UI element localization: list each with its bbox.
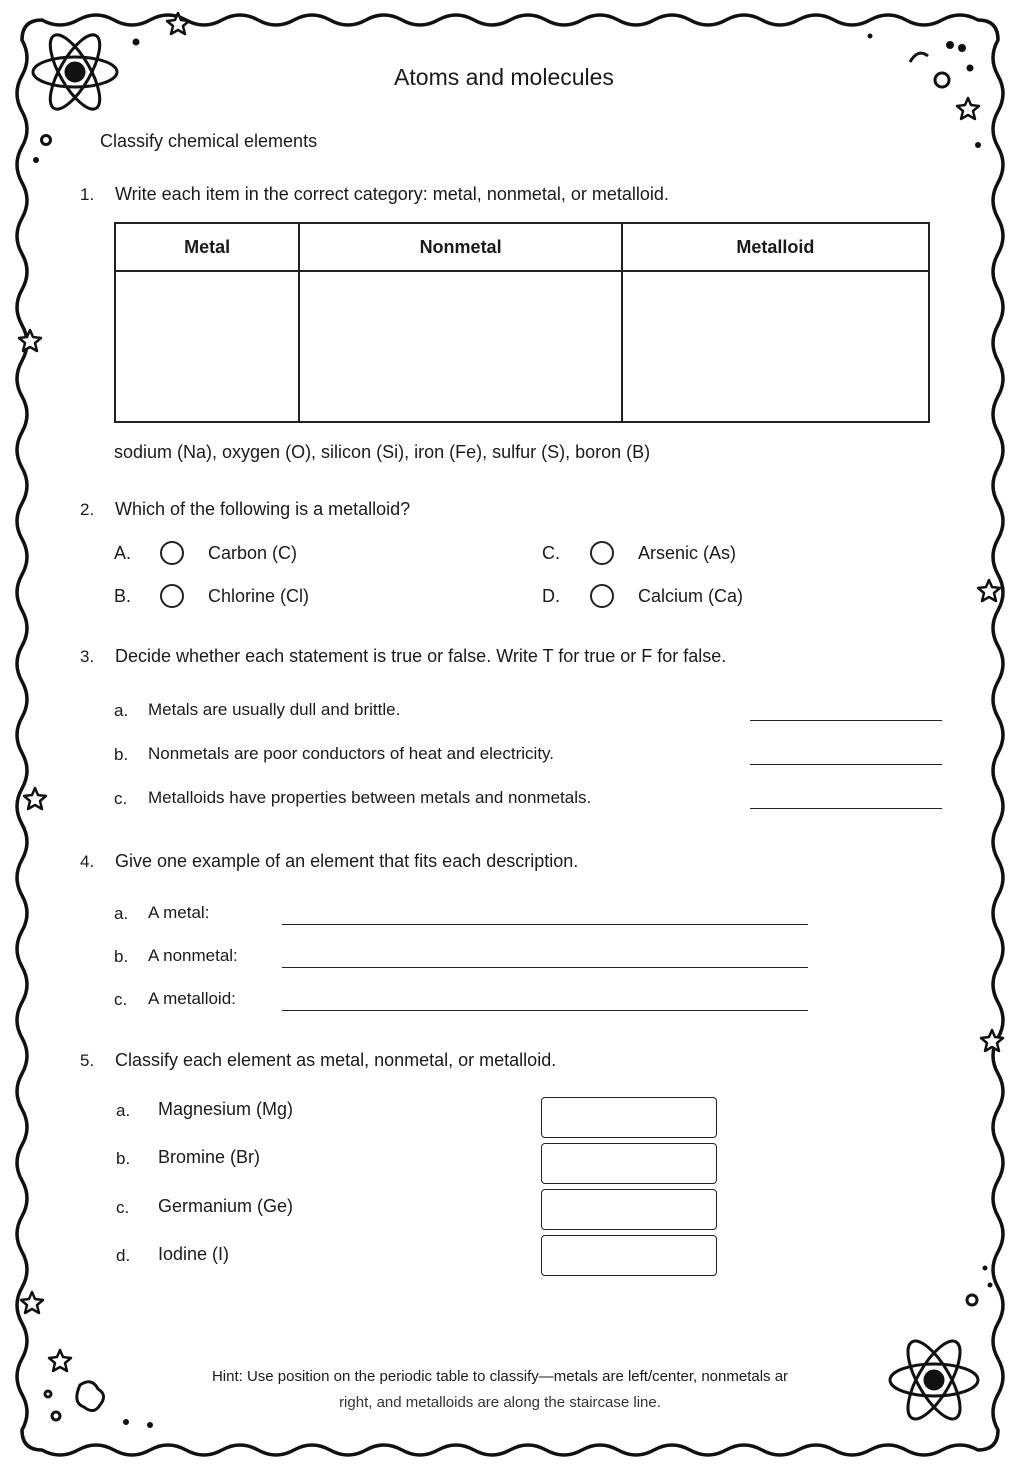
hint-line-1: Hint: Use position on the periodic table to classify—metals are left/center, nonmetals ar bbox=[211, 1368, 789, 1385]
answer-line[interactable] bbox=[282, 967, 808, 968]
element-name: Iodine (I) bbox=[158, 1244, 230, 1264]
item-letter: c. bbox=[114, 990, 128, 1009]
element-list: sodium (Na), oxygen (O), silicon (Si), iron (Fe), sulfur (S), boron (B) bbox=[114, 442, 651, 462]
star-icon bbox=[21, 1292, 43, 1313]
item-letter: a. bbox=[114, 904, 129, 923]
description-text: A metal: bbox=[148, 903, 210, 922]
item-letter: d. bbox=[116, 1246, 131, 1265]
description-text: A nonmetal: bbox=[148, 946, 238, 965]
item-letter: c. bbox=[114, 789, 128, 808]
option-text: Chlorine (Cl) bbox=[208, 586, 310, 606]
metalloid-answer-cell[interactable] bbox=[622, 271, 929, 422]
page-title: Atoms and molecules bbox=[394, 64, 614, 90]
option-b-radio[interactable] bbox=[160, 584, 184, 608]
option-text: Carbon (C) bbox=[208, 543, 298, 563]
item-letter: b. bbox=[116, 1149, 131, 1168]
question-text: Give one example of an element that fits each description. bbox=[115, 851, 579, 871]
description-text: A metalloid: bbox=[148, 989, 236, 1008]
option-text: Arsenic (As) bbox=[638, 543, 737, 563]
answer-line[interactable] bbox=[282, 1010, 808, 1011]
element-name: Germanium (Ge) bbox=[158, 1196, 294, 1216]
answer-line[interactable] bbox=[750, 720, 942, 721]
option-letter: C. bbox=[542, 543, 560, 563]
question-text: Classify each element as metal, nonmetal, or metalloid. bbox=[115, 1050, 557, 1070]
hint-line-2: right, and metalloids are along the staircase line. bbox=[339, 1394, 661, 1411]
item-letter: a. bbox=[114, 701, 129, 720]
star-icon bbox=[19, 330, 41, 351]
nonmetal-answer-cell[interactable] bbox=[299, 271, 622, 422]
question-text: Write each item in the correct category: metal, nonmetal, or metalloid. bbox=[115, 184, 669, 204]
option-letter: D. bbox=[542, 586, 560, 606]
statement-text: Metalloids have properties between metals and nonmetals. bbox=[148, 788, 592, 807]
element-name: Magnesium (Mg) bbox=[158, 1099, 294, 1119]
item-letter: b. bbox=[114, 745, 129, 764]
answer-line[interactable] bbox=[282, 924, 808, 925]
question-text: Decide whether each statement is true or false. Write T for true or F for false. bbox=[115, 646, 727, 666]
star-icon bbox=[49, 1350, 71, 1371]
answer-line[interactable] bbox=[750, 808, 942, 809]
option-d-radio[interactable] bbox=[590, 584, 614, 608]
question-text: Which of the following is a metalloid? bbox=[115, 499, 411, 519]
question-number: 3. bbox=[80, 647, 95, 666]
question-number: 2. bbox=[80, 500, 95, 519]
question-number: 4. bbox=[80, 852, 95, 871]
item-letter: b. bbox=[114, 947, 129, 966]
star-icon bbox=[978, 580, 1000, 601]
item-letter: a. bbox=[116, 1101, 131, 1120]
option-c-radio[interactable] bbox=[590, 541, 614, 565]
option-text: Calcium (Ca) bbox=[638, 586, 744, 606]
item-letter: c. bbox=[116, 1198, 130, 1217]
question-number: 5. bbox=[80, 1051, 95, 1070]
table-header-nonmetal: Nonmetal bbox=[299, 223, 622, 271]
hint-text bbox=[150, 1364, 850, 1416]
option-a-radio[interactable] bbox=[160, 541, 184, 565]
metal-answer-cell[interactable] bbox=[115, 271, 299, 422]
answer-box[interactable] bbox=[541, 1097, 717, 1138]
element-name: Bromine (Br) bbox=[158, 1147, 261, 1167]
classification-table bbox=[114, 222, 930, 423]
section-subtitle: Classify chemical elements bbox=[100, 131, 318, 151]
answer-box[interactable] bbox=[541, 1143, 717, 1184]
atom-icon bbox=[890, 1334, 978, 1426]
question-number: 1. bbox=[80, 185, 95, 204]
answer-box[interactable] bbox=[541, 1189, 717, 1230]
statement-text: Nonmetals are poor conductors of heat and electricity. bbox=[148, 744, 555, 763]
option-letter: B. bbox=[114, 586, 132, 606]
star-icon bbox=[957, 98, 979, 119]
table-header-metalloid: Metalloid bbox=[622, 223, 929, 271]
answer-line[interactable] bbox=[750, 764, 942, 765]
star-icon bbox=[24, 788, 46, 809]
statement-text: Metals are usually dull and brittle. bbox=[148, 700, 401, 719]
table-header-metal: Metal bbox=[115, 223, 299, 271]
option-letter: A. bbox=[114, 543, 132, 563]
answer-box[interactable] bbox=[541, 1235, 717, 1276]
